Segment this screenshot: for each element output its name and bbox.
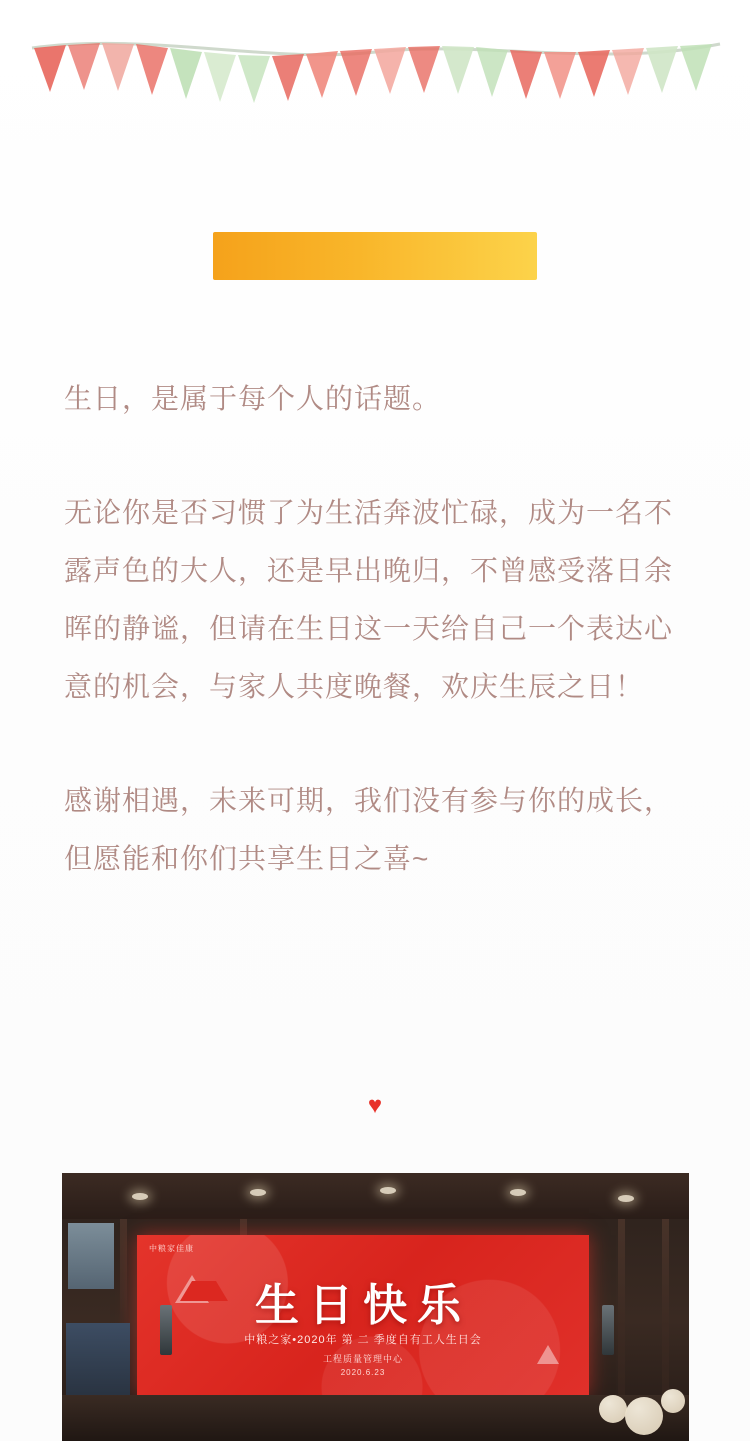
ceiling-light xyxy=(132,1193,148,1200)
led-company-logo: 中粮家佳康 xyxy=(149,1244,194,1253)
pennant-bunting xyxy=(30,30,722,110)
article-body xyxy=(64,370,674,888)
paragraph-1: 生日，是属于每个人的话题。 xyxy=(64,383,442,414)
side-window xyxy=(68,1223,114,1289)
paragraph-3: 感谢相遇，未来可期，我们没有参与你的成长，但愿能和你们共享生日之喜~ xyxy=(64,785,674,874)
paragraph-2: 无论你是否习惯了为生活奔波忙碌，成为一名不露声色的大人，还是早出晚归，不曾感受落日余晖的静谧，但请在生日这一天给自己一个表达心意的机会，与家人共度晚餐，欢庆生辰之日！ xyxy=(64,497,674,702)
led-subtitle-1: 中粮之家•2020年 第 二 季度自有工人生日会 xyxy=(244,1334,482,1346)
ceiling-light xyxy=(510,1189,526,1196)
balloon xyxy=(599,1395,627,1423)
heart-icon: ♥ xyxy=(367,1092,383,1119)
balloon xyxy=(625,1397,663,1435)
ceiling-light xyxy=(618,1195,634,1202)
birthday-party-stage-photo xyxy=(62,1173,689,1441)
ceiling-light xyxy=(380,1187,396,1194)
led-date: 2020.6.23 xyxy=(340,1368,386,1377)
photo-ceiling xyxy=(62,1173,689,1219)
photo-background xyxy=(62,1173,689,1441)
stage-speaker xyxy=(602,1305,614,1355)
title-banner xyxy=(213,232,537,280)
ceiling-light xyxy=(250,1189,266,1196)
led-headline: 生日快乐 xyxy=(255,1280,471,1331)
led-screen xyxy=(137,1235,589,1395)
stage-speaker xyxy=(160,1305,172,1355)
led-subtitle-2: 工程质量管理中心 xyxy=(322,1354,403,1364)
photo-floor xyxy=(62,1395,689,1441)
balloon xyxy=(661,1389,685,1413)
